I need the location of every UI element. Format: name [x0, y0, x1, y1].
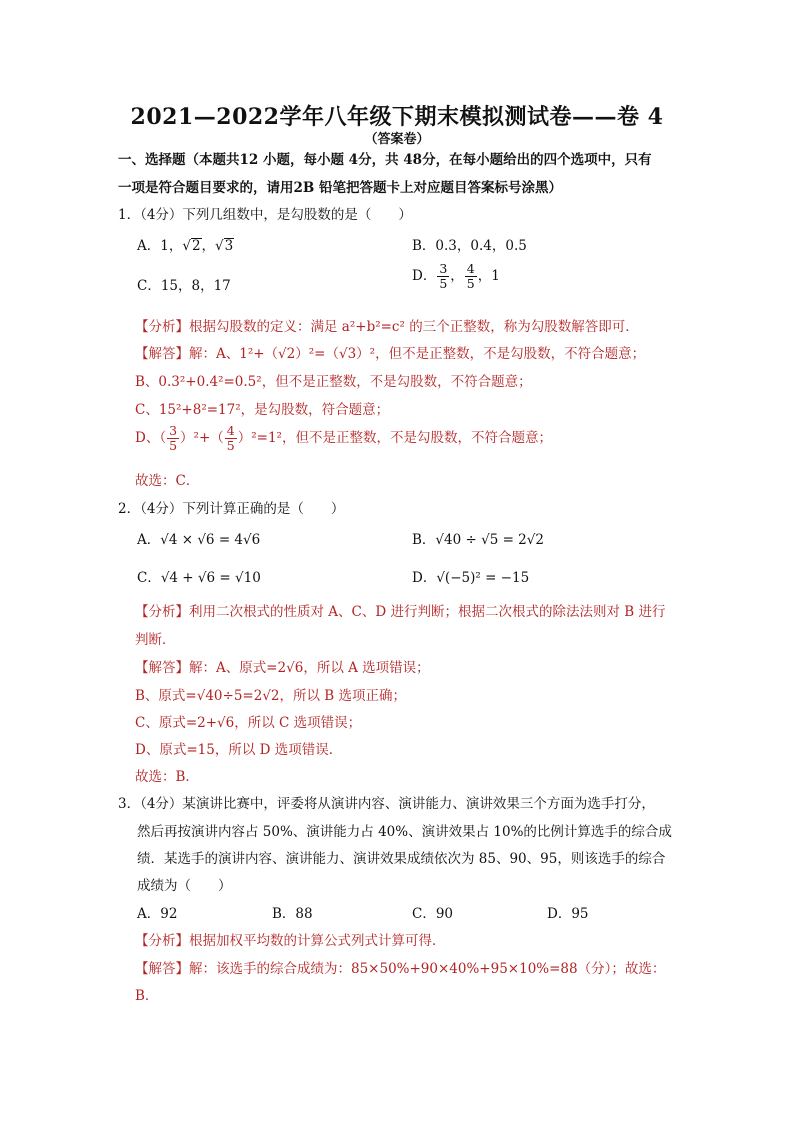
q1-option-d-tail: ，1: [477, 268, 500, 284]
q2-option-b: B．√40 ÷ √5 = 2√2: [412, 532, 544, 548]
q1-solution-a-text: 解：A、1²+（√2）²=（√3）²，但不是正整数，不是勾股数，不符合题意；: [189, 346, 646, 362]
q3-analysis: [135, 929, 446, 949]
q3-option-a: A．92: [137, 906, 178, 922]
q1-analysis-text: 根据勾股数的定义：满足 a²+b²=c² 的三个正整数，称为勾股数解答即可．: [189, 319, 639, 335]
q3-solution-tag: 【解答】: [135, 961, 189, 977]
q1-option-b: B．0.3，0.4，0.5: [412, 238, 527, 254]
q1-option-d-frac1-den: 5: [439, 276, 448, 291]
q1-option-d-frac2: [465, 262, 477, 291]
q1-option-a-root2: 3: [224, 238, 234, 254]
q3-option-d: D．95: [547, 906, 589, 922]
q1-solution-d-tail: ）²=1²，但不是正整数，不是勾股数，不符合题意；: [237, 430, 552, 446]
q1-option-d-frac1: [437, 262, 449, 291]
q1-analysis: [135, 315, 639, 335]
q1-analysis-tag: 【分析】: [135, 319, 189, 335]
q2-solution-a-text: 解：A、原式=2√6，所以 A 选项错误；: [189, 660, 430, 676]
q3-solution-text: 解：该选手的综合成绩为：85×50%+90×40%+95×10%=88（分）；故选：: [189, 961, 666, 977]
q3-stem-line3: 绩．某选手的演讲内容、演讲能力、演讲效果成绩依次为 85、90、95，则该选手的综合: [137, 851, 666, 867]
q1-solution-d-frac1: [167, 424, 179, 453]
q1-answer: 故选：C．: [135, 473, 200, 489]
page-subtitle: （答案卷）: [364, 132, 430, 147]
q3-analysis-tag: 【分析】: [135, 933, 189, 949]
q3-solution: [135, 957, 665, 977]
q2-solution-b: B、原式=√40÷5=2√2，所以 B 选项正确；: [135, 688, 407, 704]
q3-option-b: B．88: [272, 906, 313, 922]
q2-solution-d: D、原式=15，所以 D 选项错误．: [135, 742, 343, 758]
q3-option-c: C．90: [412, 906, 454, 922]
section-heading-line2: 一项是符合题目要求的，请用2B 铅笔把答题卡上对应题目答案标号涂黑）: [118, 180, 563, 196]
q1-stem: 1．（4分）下列几组数中，是勾股数的是（ ）: [118, 207, 412, 223]
q1-option-d: D． $\frac{3}{5}$ ， $\frac{4}{5}$ ，1: [412, 261, 500, 291]
q1-solution-b: B、0.3²+0.4²=0.5²，但不是正整数，不是勾股数，不符合题意；: [135, 374, 532, 390]
q2-solution-c: C、原式=2+√6，所以 C 选项错误；: [135, 715, 362, 731]
q2-solution-tag: 【解答】: [135, 660, 189, 676]
q1-solution-c: C、15²+8²=17²，是勾股数，符合题意；: [135, 402, 390, 418]
q1-solution-d-frac2-num: 4: [226, 423, 235, 438]
q1-option-a-prefix: A．1，: [137, 238, 183, 254]
q2-analysis: [135, 600, 666, 620]
q2-option-c: C．√4 + √6 = √10: [137, 570, 261, 586]
q1-option-d-frac1-num: 3: [439, 261, 448, 276]
q2-stem: 2．（4分）下列计算正确的是（ ）: [118, 501, 345, 517]
q3-stem-line4: 成绩为（ ）: [137, 878, 232, 894]
q1-option-d-frac2-den: 5: [466, 276, 475, 291]
q3-analysis-text: 根据加权平均数的计算公式列式计算可得．: [189, 933, 446, 949]
q1-solution-d-prefix: D、（: [135, 430, 167, 446]
q2-option-d: D．√(−5)² = −15: [412, 570, 530, 586]
q1-solution-d-frac1-den: 5: [169, 438, 178, 453]
q1-option-a: A．1，√2，√3: [137, 238, 234, 254]
q3-answer: B．: [135, 988, 159, 1004]
q2-analysis-tag: 【分析】: [135, 604, 189, 620]
q1-solution-d-frac2: [225, 424, 237, 453]
q1-solution-d-mid: ）²+（: [180, 430, 224, 446]
q1-solution-d-frac1-num: 3: [169, 423, 178, 438]
section-heading-line1: 一、选择题（本题共12 小题，每小题 4分，共 48分，在每小题给出的四个选项中，只有: [118, 152, 652, 168]
q2-analysis-text-1: 利用二次根式的性质对 A、C、D 进行判断；根据二次根式的除法法则对 B 进行: [189, 604, 666, 620]
q1-solution-tag: 【解答】: [135, 346, 189, 362]
q1-option-a-root1: 2: [191, 238, 201, 254]
q1-option-c: C．15，8，17: [137, 278, 231, 294]
q1-solution-a: [135, 342, 645, 362]
q1-option-d-frac2-num: 4: [466, 261, 475, 276]
q1-solution-d-frac2-den: 5: [226, 438, 235, 453]
q2-analysis-text-2: 判断．: [135, 632, 176, 648]
page-title: 2021—2022学年八年级下期末模拟测试卷——卷 4: [130, 104, 664, 130]
q2-answer: 故选：B．: [135, 769, 199, 785]
q1-solution-d: [135, 424, 552, 453]
q2-option-a: A．√4 × √6 = 4√6: [137, 532, 261, 548]
q1-option-d-prefix: D．: [412, 268, 437, 284]
q3-stem-line2: 然后再按演讲内容占 50%、演讲能力占 40%、演讲效果占 10%的比例计算选手的综合成: [137, 824, 672, 840]
q3-stem-line1: 3．（4分）某演讲比赛中，评委将从演讲内容、演讲能力、演讲效果三个方面为选手打分，: [118, 796, 655, 812]
q2-solution-a: [135, 656, 430, 676]
